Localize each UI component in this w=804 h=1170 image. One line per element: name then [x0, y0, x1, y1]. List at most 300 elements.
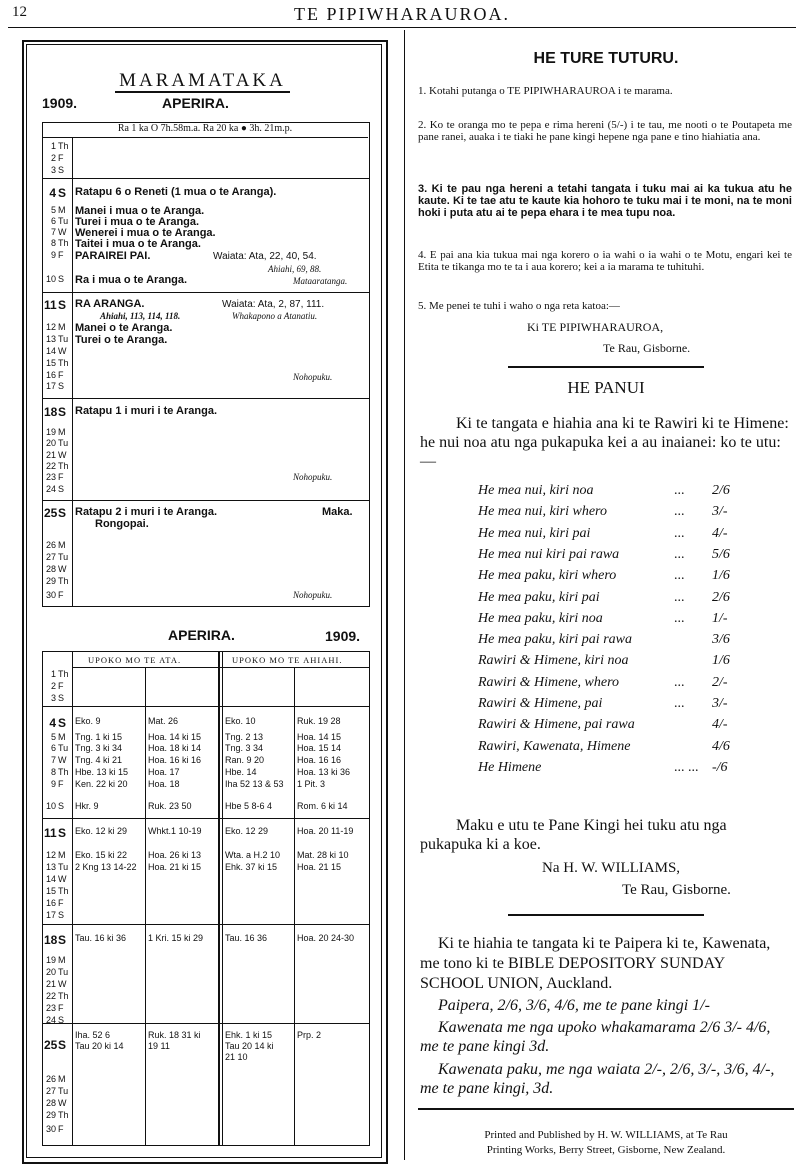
reading-cell: 1 Pit. 3 [297, 779, 326, 789]
reading-cell: Ruk. 18 31 ki [148, 1030, 201, 1040]
event-day-11-hymns: Waiata: Ata, 2, 87, 111. [222, 299, 325, 310]
weekday-letter: Tu [58, 438, 69, 448]
weekday-letter: M [58, 205, 66, 215]
week-separator [42, 818, 369, 819]
day-number: 14 [45, 346, 56, 356]
price-value: 5/6 [712, 546, 730, 562]
event-day-13: Turei o te Aranga. [75, 334, 168, 346]
readings-month: APERIRA. [168, 627, 235, 643]
calendar-day-30 [44, 590, 68, 600]
price-value: 3/6 [712, 632, 730, 648]
weekday-letter: W [58, 227, 67, 237]
reading-cell: Ehk. 37 ki 15 [225, 862, 278, 872]
weekday-letter: S [58, 716, 67, 730]
weekday-letter: F [58, 779, 64, 789]
day-number: 11 [44, 826, 57, 840]
day-number: 2 [50, 153, 56, 163]
day-number: 10 [45, 274, 56, 284]
readings-day-4 [44, 716, 68, 730]
reading-cell: Iha 52 13 & 53 [225, 779, 284, 789]
weekday-letter: S [58, 298, 67, 312]
ture-paragraph-2: 2. Ko te oranga mo te pepa e rima hereni (5/-) i te tau, me nooti o te Poutapeta me pane ranei, auaka i te tiaki he pane kingi hepene nga pane e tino hiahiatia ana. [418, 119, 792, 143]
readings-day-29 [44, 1110, 68, 1120]
weekday-letter: M [58, 322, 66, 332]
price-value: 1/6 [712, 568, 730, 584]
readings-day-7 [44, 755, 68, 765]
event-day-24: Nohopuku. [293, 472, 333, 482]
day-number: 10 [45, 801, 56, 811]
price-value: 2/- [712, 674, 728, 690]
readings-column-rule [218, 651, 220, 1145]
page-title: TE PIPIWHARAUROA. [294, 4, 510, 24]
reading-cell: Ruk. 19 28 [297, 716, 341, 726]
readings-day-20 [44, 967, 68, 977]
weekday-letter: S [58, 1015, 65, 1025]
readings-day-1 [44, 669, 68, 679]
reading-cell: Tng. 3 ki 34 [75, 743, 123, 753]
day-number: 19 [45, 955, 56, 965]
price-dots: ... [674, 504, 685, 520]
reading-cell: Hoa. 20 11-19 [297, 826, 354, 836]
reading-cell: 19 11 [148, 1041, 170, 1051]
day-number: 5 [50, 205, 56, 215]
event-day-25-note: Maka. [322, 506, 353, 518]
calendar-day-1 [44, 141, 68, 151]
day-number: 28 [45, 564, 56, 574]
calendar-day-column-rule [72, 137, 73, 606]
weekday-letter: F [58, 472, 64, 482]
price-dots: ... [674, 483, 685, 498]
event-day-11: RA ARANGA. [75, 298, 145, 310]
weekday-letter: Th [58, 461, 69, 471]
day-number: 17 [45, 381, 56, 391]
price-item: He mea paku, kiri noa [478, 610, 603, 626]
calendar-day-28 [44, 564, 68, 574]
price-dots: ... [674, 568, 685, 584]
paipera-line-3: Kawenata paku, me nga waiata 2/-, 2/6, 3/-, 3/6, 4/-, me te pane kingi, 3d. [420, 1061, 775, 1097]
reading-cell: Tng. 1 ki 15 [75, 732, 123, 742]
reading-cell: Ruk. 23 50 [148, 801, 192, 811]
day-number: 29 [45, 576, 56, 586]
reading-cell: Ken. 22 ki 20 [75, 779, 128, 789]
weekday-letter: S [58, 801, 65, 811]
weekday-letter: W [58, 564, 67, 574]
panui-signature-1: Na H. W. WILLIAMS, [542, 860, 681, 876]
reading-cell: Tau 20 14 ki [225, 1041, 274, 1051]
weekday-letter: F [58, 1124, 64, 1134]
readings-year: 1909. [325, 628, 361, 644]
weekday-letter: Th [58, 141, 69, 151]
reading-cell: Hoa. 14 ki 15 [148, 732, 202, 742]
readings-header-rule [72, 667, 369, 668]
weekday-letter: Th [58, 886, 69, 896]
weekday-letter: M [58, 1074, 66, 1084]
event-day-6: Turei i mua o te Aranga. [75, 216, 200, 228]
weekday-letter: Th [58, 238, 69, 248]
day-number: 7 [50, 755, 56, 765]
reading-cell: Hbe 5 8-6 4 [225, 801, 273, 811]
weekday-letter: Tu [58, 743, 69, 753]
day-number: 16 [45, 370, 56, 380]
weekday-letter: M [58, 732, 66, 742]
price-dots: ... [674, 525, 685, 541]
calendar-day-3 [44, 165, 68, 175]
reading-cell: Ran. 9 20 [225, 755, 265, 765]
header-rule [8, 27, 796, 28]
readings-day-9 [44, 779, 68, 789]
event-day-11-evening: Ahiahi, 113, 114, 118. [100, 311, 181, 321]
weekday-letter: S [58, 274, 65, 284]
reading-cell: Hoa. 13 ki 36 [297, 767, 351, 777]
reading-cell: Hoa. 21 ki 15 [148, 862, 202, 872]
readings-day-10 [44, 801, 68, 811]
day-number: 16 [45, 898, 56, 908]
readings-day-30 [44, 1124, 68, 1134]
page-header [0, 0, 804, 30]
reading-cell: Hoa. 26 ki 13 [148, 850, 202, 860]
weekday-letter: S [58, 826, 67, 840]
footer-line-2: Printing Works, Berry Street, Gisborne, New Zealand. [486, 1144, 726, 1156]
day-number: 12 [45, 322, 56, 332]
reading-cell: Hbe. 14 [225, 767, 257, 777]
reading-cell: Hoa. 16 16 [297, 755, 342, 765]
reading-cell: Tng. 3 34 [225, 743, 264, 753]
event-day-4: Ratapu 6 o Reneti (1 mua o te Aranga). [75, 186, 277, 198]
day-number: 24 [45, 484, 56, 494]
week-separator [42, 706, 369, 707]
price-item: He mea nui kiri pai rawa [478, 546, 620, 562]
week-separator [42, 398, 369, 399]
ture-paragraph-4: 4. E pai ana kia tukua mai nga korero o ia wahi o ia wahi o te Motu, engari kei te Etita te tikanga mo te ta i aua korero; kei a ia marama te tuhituhi. [418, 249, 792, 273]
day-number: 17 [45, 910, 56, 920]
day-number: 15 [45, 358, 56, 368]
column-divider [404, 30, 405, 1160]
weekday-letter: Th [58, 576, 69, 586]
calendar-day-21 [44, 450, 68, 460]
readings-day-17 [44, 910, 68, 920]
day-number: 5 [50, 732, 56, 742]
calendar-day-13 [44, 334, 68, 344]
weekday-letter: S [58, 506, 67, 520]
price-item: Rawiri & Himene, pai rawa [478, 717, 635, 733]
weekday-letter: Tu [58, 967, 69, 977]
readings-day-23 [44, 1003, 68, 1013]
event-day-10: Ra i mua o te Aranga. [75, 274, 188, 286]
reading-cell: Tau 20 ki 14 [75, 1041, 124, 1051]
paipera-line-1: Paipera, 2/6, 3/6, 4/6, me te pane kingi 1/- [438, 997, 710, 1014]
price-dots: ... [674, 696, 685, 711]
weekday-letter: Th [58, 991, 69, 1001]
moon-phase-line: Ra 1 ka O 7h.58m.a. Ra 20 ka ● 3h. 21m.p. [42, 123, 368, 138]
reading-cell: Mat. 28 ki 10 [297, 850, 349, 860]
reading-cell: Hoa. 15 14 [297, 743, 342, 753]
weekday-letter: W [58, 450, 67, 460]
event-day-9: PARAIREI PAI. [75, 250, 151, 262]
weekday-letter: W [58, 979, 67, 989]
day-number: 28 [45, 1098, 56, 1108]
reading-cell: Ehk. 1 ki 15 [225, 1030, 273, 1040]
reading-cell: Hoa. 14 15 [297, 732, 342, 742]
readings-day-8 [44, 767, 68, 777]
day-number: 11 [44, 298, 57, 312]
calendar-title [30, 70, 375, 92]
day-number: 15 [45, 886, 56, 896]
readings-day-22 [44, 991, 68, 1001]
day-number: 1 [50, 141, 56, 151]
readings-column-rule [145, 667, 146, 1145]
day-number: 23 [45, 1003, 56, 1013]
day-number: 19 [45, 427, 56, 437]
panui-intro: Ki te tangata e hiahia ana ki te Rawiri ki te Himene: he nui noa atu nga pukapuka kei a au inaianei: ko te utu:— [420, 415, 789, 470]
day-number: 18 [44, 933, 58, 947]
weekday-letter: Tu [58, 862, 69, 872]
day-number: 27 [45, 1086, 56, 1096]
day-number: 26 [45, 540, 56, 550]
weekday-letter: Th [58, 1110, 69, 1120]
calendar-day-22 [44, 461, 68, 471]
calendar-day-2 [44, 153, 68, 163]
event-day-17: Nohopuku. [293, 372, 333, 382]
event-day-5: Manei i mua o te Aranga. [75, 205, 205, 217]
calendar-day-18 [44, 405, 68, 419]
reading-cell: Hoa. 16 ki 16 [148, 755, 202, 765]
day-number: 4 [49, 716, 56, 730]
calendar-day-11 [44, 298, 68, 312]
day-number: 18 [44, 405, 58, 419]
reading-cell: Tau. 16 36 [225, 933, 268, 943]
readings-day-15 [44, 886, 68, 896]
day-number: 27 [45, 552, 56, 562]
weekday-letter: M [58, 955, 66, 965]
reading-cell: 2 Kng 13 14-22 [75, 862, 137, 872]
day-number: 20 [45, 438, 56, 448]
event-day-9-hymns: Waiata: Ata, 22, 40, 54. [213, 251, 317, 262]
price-dots: ... [674, 589, 685, 605]
day-number: 22 [45, 461, 56, 471]
morning-header: UPOKO MO TE ATA. [88, 655, 182, 665]
weekday-letter: F [58, 1003, 64, 1013]
reading-cell: Eko. 12 29 [225, 826, 269, 836]
panui-title: HE PANUI [567, 378, 645, 397]
paipera-intro: Ki te hiahia te tangata ki te Paipera ki te, Kawenata, me tono ki te BIBLE DEPOSITORY SUNDAY SCHOOL UNION, Auckland. [420, 935, 771, 992]
reading-cell: 1 Kri. 15 ki 29 [148, 933, 204, 943]
event-day-10-note: Mataaratanga. [293, 276, 348, 286]
weekday-letter: F [58, 898, 64, 908]
calendar-day-26 [44, 540, 68, 550]
weekday-letter: Tu [58, 1086, 69, 1096]
reading-cell: Hoa. 21 15 [297, 862, 342, 872]
readings-day-12 [44, 850, 68, 860]
ture-paragraph-3: 3. Ki te pau nga hereni a tetahi tangata i tuku mai ai ka tukua atu he kaute. Ki te tae atu te kaute kia hohoro te tuku mai i te moni, na te moni hoki i puta atu ai te pepa ehara i te mea tupu noa. [418, 183, 792, 219]
ture-signature-1: Ki TE PIPIWHARAUROA, [527, 320, 664, 334]
price-value: 4/- [712, 717, 728, 733]
calendar-day-25 [44, 506, 68, 520]
ture-paragraph-1: 1. Kotahi putanga o TE PIPIWHARAUROA i te marama. [418, 85, 673, 97]
section-rule [508, 914, 704, 916]
reading-cell: Hbe. 13 ki 15 [75, 767, 129, 777]
day-number: 22 [45, 991, 56, 1001]
event-day-11-note: Whakapono a Atanatiu. [232, 311, 318, 321]
day-number: 7 [50, 227, 56, 237]
day-number: 14 [45, 874, 56, 884]
weekday-letter: S [58, 405, 67, 419]
price-item: Rawiri & Himene, pai [478, 696, 603, 711]
readings-day-column-rule [72, 651, 73, 1145]
price-dots: ... [674, 546, 685, 562]
reading-cell: Rom. 6 ki 14 [297, 801, 348, 811]
weekday-letter: W [58, 755, 67, 765]
readings-day-27 [44, 1086, 68, 1096]
day-number: 25 [44, 1038, 58, 1052]
reading-cell: Hoa. 20 24-30 [297, 933, 355, 943]
evening-header: UPOKO MO TE AHIAHI. [232, 655, 343, 665]
week-separator [42, 178, 369, 179]
reading-cell: Mat. 26 [148, 716, 179, 726]
calendar-day-12 [44, 322, 68, 332]
ture-title: HE TURE TUTURU. [533, 50, 679, 67]
day-number: 12 [45, 850, 56, 860]
calendar-day-19 [44, 427, 68, 437]
price-item: Rawiri & Himene, whero [478, 674, 620, 690]
reading-cell: Hoa. 18 [148, 779, 180, 789]
price-item: He mea nui, kiri noa [478, 483, 594, 498]
day-number: 21 [45, 979, 56, 989]
week-separator [42, 1023, 369, 1024]
weekday-letter: F [58, 681, 64, 691]
price-item: He mea paku, kiri pai rawa [478, 632, 632, 648]
event-day-30: Nohopuku. [293, 590, 333, 600]
calendar-day-9 [44, 250, 68, 260]
calendar-year: 1909. [42, 95, 78, 111]
weekday-letter: W [58, 346, 67, 356]
price-value: 4/- [712, 525, 728, 541]
calendar-day-20 [44, 438, 68, 448]
readings-column-rule [294, 667, 295, 1145]
reading-cell: Tng. 4 ki 21 [75, 755, 123, 765]
week-separator [42, 924, 369, 925]
calendar-month: APERIRA. [162, 95, 229, 111]
day-number: 13 [45, 862, 56, 872]
readings-day-13 [44, 862, 68, 872]
weekday-letter: S [58, 186, 67, 200]
event-day-7: Wenerei i mua o te Aranga. [75, 227, 216, 239]
reading-cell: Tng. 2 13 [225, 732, 264, 742]
weekday-letter: Tu [58, 216, 69, 226]
weekday-letter: Th [58, 669, 69, 679]
panui-signature-2: Te Rau, Gisborne. [622, 882, 731, 898]
paipera-line-2: Kawenata me nga upoko whakamarama 2/6 3/- 4/6, me te pane kingi 3d. [420, 1019, 771, 1055]
reading-cell: Hkr. 9 [75, 801, 99, 811]
price-item: He mea nui, kiri pai [478, 525, 591, 541]
weekday-letter: S [58, 381, 65, 391]
price-value: 1/6 [712, 653, 730, 669]
reading-cell: Eko. 15 ki 22 [75, 850, 128, 860]
day-number: 9 [50, 779, 56, 789]
event-day-12: Manei o te Aranga. [75, 322, 173, 334]
day-number: 6 [50, 743, 56, 753]
calendar-day-10 [44, 274, 68, 284]
readings-day-18 [44, 933, 68, 947]
reading-cell: 21 10 [225, 1052, 248, 1062]
weekday-letter: S [58, 933, 67, 947]
weekday-letter: W [58, 874, 67, 884]
day-number: 30 [45, 1124, 56, 1134]
event-day-25: Ratapu 2 i muri i te Aranga. [75, 506, 218, 518]
readings-day-6 [44, 743, 68, 753]
day-number: 20 [45, 967, 56, 977]
readings-day-21 [44, 979, 68, 989]
calendar-day-24 [44, 484, 68, 494]
week-separator [42, 500, 369, 501]
price-item: Rawiri & Himene, kiri noa [478, 653, 629, 669]
ture-paragraph-5: 5. Me penei te tuhi i waho o nga reta katoa:— [418, 300, 620, 312]
price-value: 1/- [712, 610, 728, 626]
weekday-letter: M [58, 427, 66, 437]
day-number: 1 [50, 669, 56, 679]
day-number: 26 [45, 1074, 56, 1084]
day-number: 21 [45, 450, 56, 460]
weekday-letter: F [58, 370, 64, 380]
weekday-letter: Th [58, 358, 69, 368]
day-number: 9 [50, 250, 56, 260]
calendar-day-6 [44, 216, 68, 226]
weekday-letter: S [58, 693, 65, 703]
footer-line-1: Printed and Published by H. W. WILLIAMS, at Te Rau [484, 1129, 728, 1141]
day-number: 8 [50, 767, 56, 777]
readings-day-26 [44, 1074, 68, 1084]
readings-day-14 [44, 874, 68, 884]
readings-day-28 [44, 1098, 68, 1108]
day-number: 4 [49, 186, 56, 200]
readings-day-2 [44, 681, 68, 691]
day-number: 3 [50, 693, 56, 703]
readings-day-19 [44, 955, 68, 965]
calendar-day-16 [44, 370, 68, 380]
price-value: -/6 [712, 759, 728, 775]
day-number: 23 [45, 472, 56, 482]
weekday-letter: F [58, 590, 64, 600]
event-day-9-evening: Ahiahi, 69, 88. [268, 264, 322, 274]
section-rule [508, 366, 704, 368]
price-item: He mea paku, kiri whero [478, 568, 617, 584]
day-number: 3 [50, 165, 56, 175]
readings-day-24 [44, 1015, 68, 1025]
weekday-letter: F [58, 153, 64, 163]
price-item: Rawiri, Kawenata, Himene [478, 738, 631, 754]
event-day-8: Taitei i mua o te Aranga. [75, 238, 201, 250]
reading-cell: Hoa. 18 ki 14 [148, 743, 202, 753]
day-number: 2 [50, 681, 56, 691]
price-item: He mea nui, kiri whero [478, 504, 607, 520]
readings-day-11 [44, 826, 68, 840]
calendar-day-23 [44, 472, 68, 482]
weekday-letter: S [58, 165, 65, 175]
day-number: 25 [44, 506, 58, 520]
weekday-letter: S [58, 1038, 67, 1052]
calendar-day-14 [44, 346, 68, 356]
price-value: 3/- [712, 696, 728, 711]
readings-day-3 [44, 693, 68, 703]
event-day-18: Ratapu 1 i muri i te Aranga. [75, 405, 218, 417]
readings-day-16 [44, 898, 68, 908]
day-number: 24 [45, 1015, 56, 1025]
reading-cell: Wta. a H.2 10 [225, 850, 281, 860]
calendar-day-17 [44, 381, 68, 391]
calendar-day-4 [44, 186, 68, 200]
price-dots: ... ... [674, 759, 699, 775]
reading-cell: Prp. 2 [297, 1030, 322, 1040]
calendar-title-text: MARAMATAKA [115, 70, 290, 93]
